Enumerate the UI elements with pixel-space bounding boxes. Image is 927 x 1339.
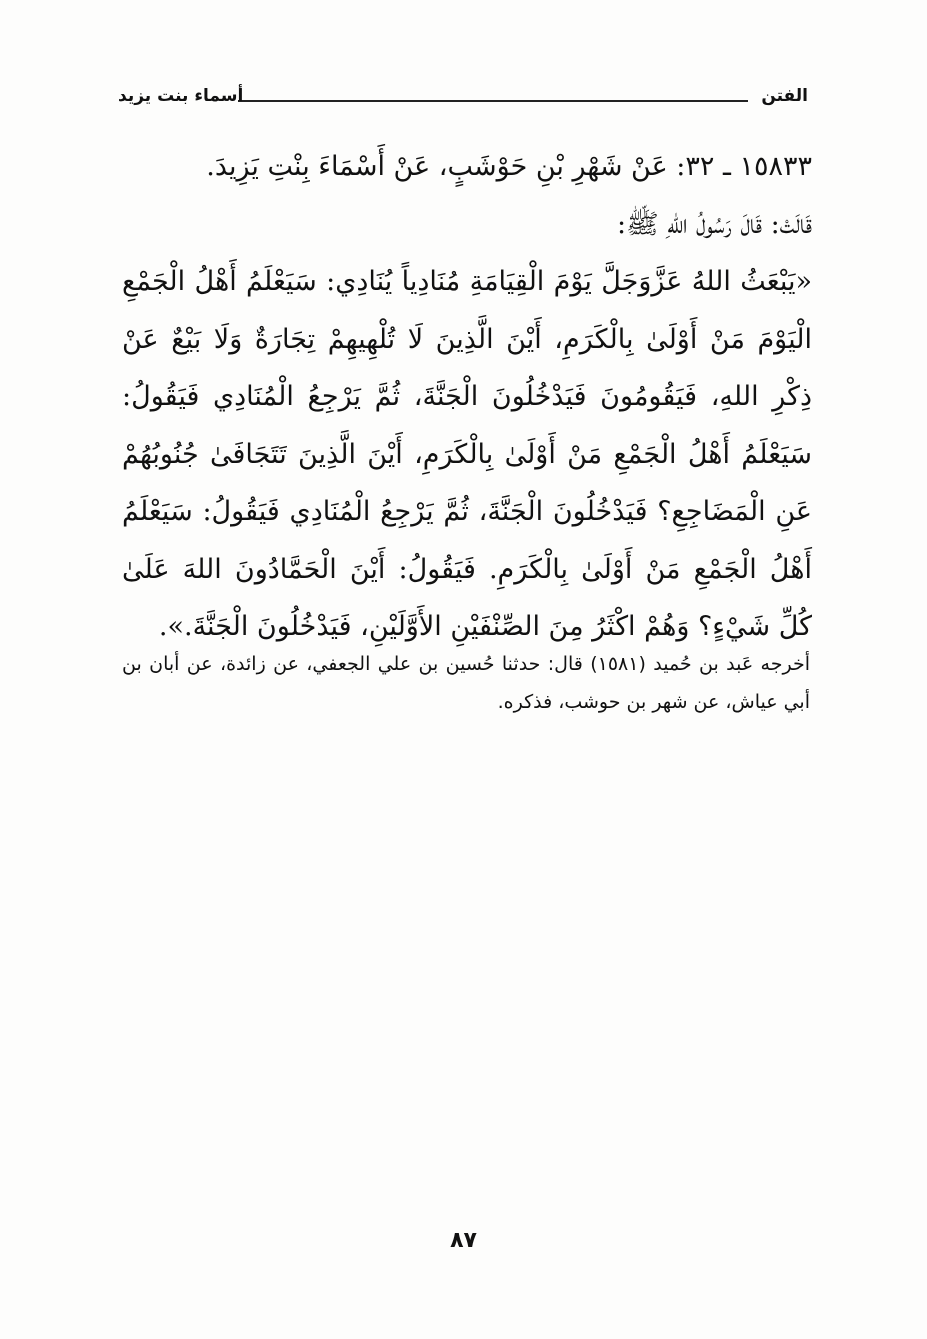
- takhrij-text: أخرجه عَبد بن حُميد (١٥٨١) قال: حدثنا حُسين بن علي الجعفي، عن زائدة، عن أبان بن أبي عياش، عن شهر بن حوشب، فذكره.: [122, 653, 810, 713]
- chapter-title: الفتن: [761, 86, 808, 106]
- page-number: ٨٧: [450, 1228, 477, 1253]
- hadith-body: [122, 138, 812, 656]
- hadith-intro: قَالَتْ: قَالَ رَسُولُ اللهِ ﷺ:: [616, 208, 812, 240]
- header-rule: [238, 100, 748, 102]
- hadith-isnad: ١٥٨٣٣ ـ ٣٢: عَنْ شَهْرِ بْنِ حَوْشَبٍ، عَنْ أَسْمَاءَ بِنْتِ يَزِيدَ.: [206, 151, 812, 182]
- takhrij-note: [122, 645, 810, 721]
- running-header: [118, 86, 808, 116]
- section-title: أسماء بنت يزيد: [118, 86, 244, 106]
- hadith-matn: «يَبْعَثُ اللهُ عَزَّوَجَلَّ يَوْمَ الْقِيَامَةِ مُنَادِياً يُنَادِي: سَيَعْلَمُ أَهْلُ الْجَمْعِ الْيَوْمَ مَنْ أَوْلَىٰ بِالْكَرَمِ، أَيْنَ الَّذِينَ لَا تُلْهِيهِمْ تِجَارَةٌ وَلَا بَيْعٌ عَنْ ذِكْرِ اللهِ، فَيَقُومُونَ فَيَدْخُلُونَ الْجَنَّةَ، ثُمَّ يَرْجِعُ الْمُنَادِي فَيَقُولُ: سَيَعْلَمُ أَهْلُ الْجَمْعِ مَنْ أَوْلَىٰ بِالْكَرَمِ، أَيْنَ الَّذِينَ تَتَجَافَىٰ جُنُوبُهُمْ عَنِ الْمَضَاجِعِ؟ فَيَدْخُلُونَ الْجَنَّةَ، ثُمَّ يَرْجِعُ الْمُنَادِي فَيَقُولُ: سَيَعْلَمُ أَهْلُ الْجَمْعِ مَنْ أَوْلَىٰ بِالْكَرَمِ. فَيَقُولُ: أَيْنَ الْحَمَّادُونَ اللهَ عَلَىٰ كُلِّ شَيْءٍ؟ وَهُمْ اكْثَرُ مِنَ الصِّنْفَيْنِ الأَوَّلَيْنِ، فَيَدْخُلُونَ الْجَنَّةَ.».: [122, 266, 812, 642]
